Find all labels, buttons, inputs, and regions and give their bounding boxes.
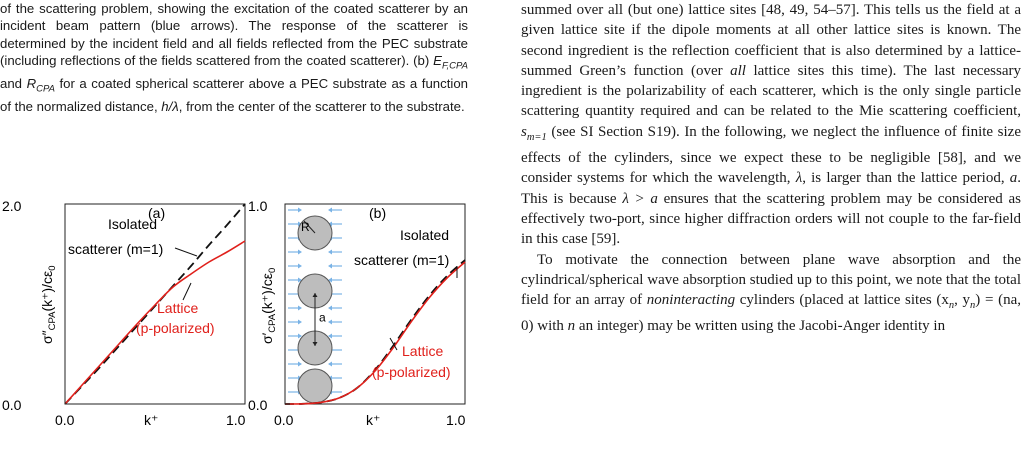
inset-arrowhead-right-3 — [328, 250, 332, 255]
caption-r-symbol: $R_{CPA}$ — [26, 76, 55, 95]
panel-a-isolated-label-1: Isolated — [108, 216, 158, 232]
panel-b-isolated-label-2: scatterer (m=1) — [354, 252, 450, 268]
panel-b-ytick-max: 1.0 — [248, 198, 268, 214]
inset-arrowhead-right-11 — [328, 362, 332, 367]
panel-a-xtick-max: 1.0 — [226, 412, 246, 428]
inset-cylinder-3 — [298, 369, 332, 403]
panel-b-xlabel: k⁺ — [366, 412, 381, 428]
inset-arrowhead-left-3 — [298, 250, 302, 255]
body-paragraph-1: summed over all (but one) lattice sites [48, 49, 54–57]. This tells us the field at a given lattice site if the dipole moments at all other lattice sites is known. The second ingredient is the reflection coefficient that is also determined by a lattice-summed Green’s function (over all lattice sites this time). The last necessary ingredient is the polarizability of each scatterer, which is the only single particle scattering quantity required and can be related to the Mie scattering coefficient, $s_{m=1}$ (see SI Section S19). In the following, we neglect the influence of finite size effects of the cylinders, since we expect these to be negligible [58], and we consider systems for which the wavelength, λ, is larger than the lattice period, a. This is because λ > a ensures that the scattering problem may be considered as effectively two-port, since higher diffraction orders will not couple to the far-field in this case [59]. — [521, 2, 1021, 248]
panel-a-isolated-label-2: scatterer (m=1) — [68, 241, 164, 257]
inset-arrowhead-left-4 — [298, 264, 302, 269]
panel-a-lattice-pointer — [183, 283, 191, 300]
panel-b-label: (b) — [369, 205, 387, 221]
figure — [0, 196, 468, 462]
caption-h-lambda: h/λ — [161, 99, 179, 115]
body-paragraph-2: To motivate the connection between plane wave absorption and the cylindrical/spherical wave absorption studied up to this point, we note that the total field for an array of noninteracting cylinders (placed at lattice sites ($x_n$, $y_n) = (na$, 0) with n an integer) may be written using the Jacobi-Anger identity in — [521, 251, 1021, 335]
panel-b-lattice-label-1: Lattice — [402, 343, 444, 359]
panel-a-isolated-pointer — [175, 248, 197, 256]
figure-svg — [0, 196, 468, 462]
panel-b-xtick-0: 0.0 — [274, 412, 294, 428]
panel-a — [2, 198, 246, 428]
inset-arrowhead-right-7 — [328, 306, 332, 311]
panel-b-ytick-0: 0.0 — [248, 397, 268, 413]
inset-arrowhead-left-8 — [298, 320, 302, 325]
panel-a-ylabel: $\sigma''_{CPA}(k^+)/c\varepsilon_0$ — [39, 265, 58, 344]
panel-b-lattice-label-2: (p-polarized) — [372, 364, 451, 380]
inset-arrowhead-left-0 — [298, 208, 302, 213]
caption-text-3: , from the center of the scatterer to the substrate. — [178, 99, 465, 115]
panel-b — [248, 198, 466, 428]
panel-b-xtick-max: 1.0 — [446, 412, 466, 428]
caption-ef-symbol: $E_{F,CPA}$ — [433, 53, 469, 72]
inset-arrowhead-left-7 — [298, 306, 302, 311]
panel-a-label: (a) — [148, 205, 166, 221]
panel-a-lattice-label-1: Lattice — [157, 300, 199, 316]
panel-b-ylabel: $\sigma'_{CPA}(k^+)/c\varepsilon_0$ — [259, 267, 278, 344]
inset-radius-label: R — [301, 220, 310, 234]
panel-a-curves — [65, 204, 245, 404]
panel-a-ytick-0: 0.0 — [2, 397, 22, 413]
panel-a-xtick-0: 0.0 — [55, 412, 75, 428]
figure-caption — [0, 0, 468, 116]
caption-and: and — [0, 76, 27, 92]
body-text-column — [521, 0, 1021, 337]
panel-a-lattice-label-2: (p-polarized) — [136, 320, 215, 336]
inset-arrowhead-right-4 — [328, 264, 332, 269]
caption-text-1: of the scattering problem, showing the excitation of the coated scatterer by an incident beam pattern (blue arrows). The response of the scatterer is determined by the incident field and all fields reflected from the PEC substrate (including reflections of the fields scattered from the coated scatterer). (b) — [0, 1, 468, 69]
panel-b-inset-schematic — [288, 208, 342, 404]
panel-a-ytick-max: 2.0 — [2, 198, 22, 214]
panel-b-isolated-label-1: Isolated — [400, 227, 450, 243]
inset-arrowhead-right-0 — [328, 208, 332, 213]
caption-text-2: for a coated spherical scatterer above a PEC substrate as a function of the normalized distance, — [0, 76, 468, 115]
inset-period-label: a — [319, 310, 326, 325]
panel-a-xlabel: k⁺ — [144, 412, 159, 428]
inset-arrowhead-right-8 — [328, 320, 332, 325]
inset-arrowhead-left-11 — [298, 362, 302, 367]
